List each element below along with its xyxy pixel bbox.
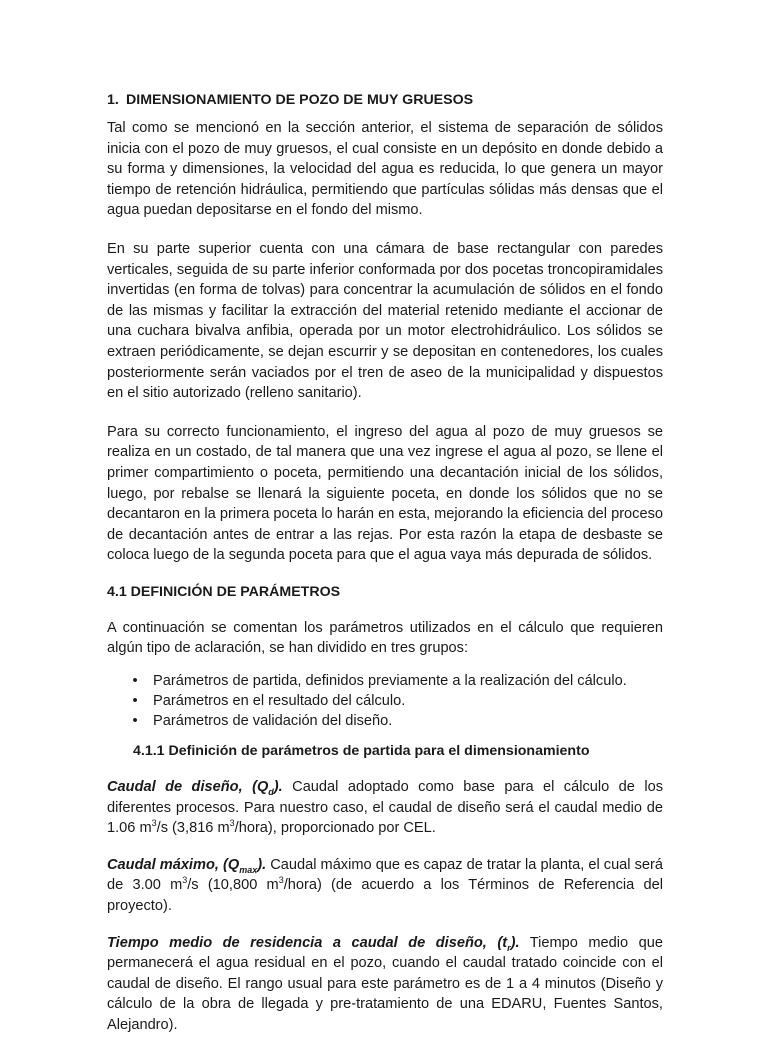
term-text: Caudal de diseño, (Q (107, 779, 269, 796)
paragraph: Tal como se mencionó en la sección anterior, el sistema de separación de sólidos inicia con el pozo de muy gruesos, el cual consiste en un depósito en donde debido a su forma y dimensiones, la velocidad del agua es reducida, lo que genera un mayor tiempo de retención hidráulica, permitiendo que partículas sólidas más densas que el agua puedan depositarse en el fondo del mismo. (107, 120, 663, 219)
unit-superscript: 3 (229, 818, 235, 829)
definition-caudal-maximo (107, 855, 663, 917)
paragraph: Para su correcto funcionamiento, el ingreso del agua al pozo de muy gruesos se realiza en un costado, de tal manera que una vez ingrese el agua al pozo, se llene el primer compartimiento o poceta, permitiendo una decantación inicial de los sólidos, luego, por rebalse se llenará la siguiente poceta, en donde los sólidos que no se decantaron en la primera poceta lo harán en esta, mejorando la eficiencia del proceso de decantación antes de entrar a las rejas. Por esta razón la etapa de desbaste se coloca luego de la segunda poceta para que el agua vaya más depurada de sólidos. (107, 423, 663, 564)
paragraph: A continuación se comentan los parámetros utilizados en el cálculo que requieren algún tipo de aclaración, se han dividido en tres grupos: (107, 619, 663, 657)
bullet-icon: • (132, 673, 138, 690)
term-end: ). (273, 779, 283, 796)
definition-tiempo-medio (107, 933, 663, 1036)
definition-term (107, 779, 283, 795)
list-item-text: Parámetros de validación del diseño. (153, 713, 393, 730)
subsection-heading: 4.1 DEFINICIÓN DE PARÁMETROS (107, 583, 341, 600)
list-item-text: Parámetros de partida, definidos previamente a la realización del cálculo. (153, 673, 627, 690)
definition-term (107, 935, 520, 951)
list-item (107, 711, 663, 731)
term-subscript: max (239, 864, 258, 875)
list-item (107, 671, 663, 691)
bullet-icon: • (132, 693, 138, 710)
term-text: Tiempo medio de residencia a caudal de diseño, (t (107, 934, 508, 951)
unit-superscript: 3 (151, 818, 157, 829)
subsubsection-heading: 4.1.1 Definición de parámetros de partida para el dimensionamiento (133, 743, 590, 760)
definition-text: /s (3,816 m (156, 820, 230, 837)
paragraph: En su parte superior cuenta con una cámara de base rectangular con paredes verticales, seguida de su parte inferior conformada por dos pocetas troncopiramidales invertidas (en forma de tolvas) para concentrar la acumulación de sólidos en el fondo de las mismas y facilitar la extracción del material retenido mediante el accionar de una cuchara bivalva anfibia, operada por un motor electrohidráulico. Los sólidos se extraen periódicamente, se dejan escurrir y se depositan en contenedores, los cuales posteriormente serán vaciados por el tren de aseo de la municipalidad y dispuestos en el sitio autorizado (relleno sanitario). (107, 240, 663, 402)
definition-caudal-diseno (107, 777, 663, 839)
term-text: Caudal máximo, (Q (107, 856, 240, 873)
definition-term (107, 857, 266, 873)
document-body (107, 90, 663, 1052)
definition-text: /s (10,800 m (187, 877, 279, 894)
definition-text: Caudal adoptado como base para el cálculo de los diferentes procesos. Para nuestro caso, el caudal de diseño será el caudal medio de 1.06 m (107, 779, 663, 837)
parameter-group-list (107, 671, 663, 731)
term-subscript: d (268, 786, 274, 797)
definition-text: /hora) (de acuerdo a los Términos de Referencia del proyecto). (107, 877, 663, 915)
list-item (107, 691, 663, 711)
term-end: ). (510, 934, 520, 951)
section-number: 1. (107, 92, 119, 108)
unit-superscript: 3 (182, 875, 188, 886)
definition-text: Tiempo medio que permanecerá el agua residual en el pozo, cuando el caudal tratado coincide con el caudal de diseño. El rango usual para este parámetro es de 1 a 4 minutos (Diseño y cálculo de la obra de llegada y pre-tratamiento de una EDARU, Fuentes Santos, Alejandro). (107, 934, 663, 1033)
section-title: DIMENSIONAMIENTO DE POZO DE MUY GRUESOS (126, 92, 474, 108)
term-subscript: r (507, 942, 511, 953)
term-end: ). (257, 856, 267, 873)
definition-text: /hora), proporcionado por CEL. (234, 820, 436, 837)
unit-superscript: 3 (278, 875, 284, 886)
definition-text: Caudal máximo que es capaz de tratar la planta, el cual será de 3.00 m (107, 856, 663, 894)
list-item-text: Parámetros en el resultado del cálculo. (153, 693, 406, 710)
bullet-icon: • (132, 713, 138, 730)
section-heading (107, 90, 663, 110)
